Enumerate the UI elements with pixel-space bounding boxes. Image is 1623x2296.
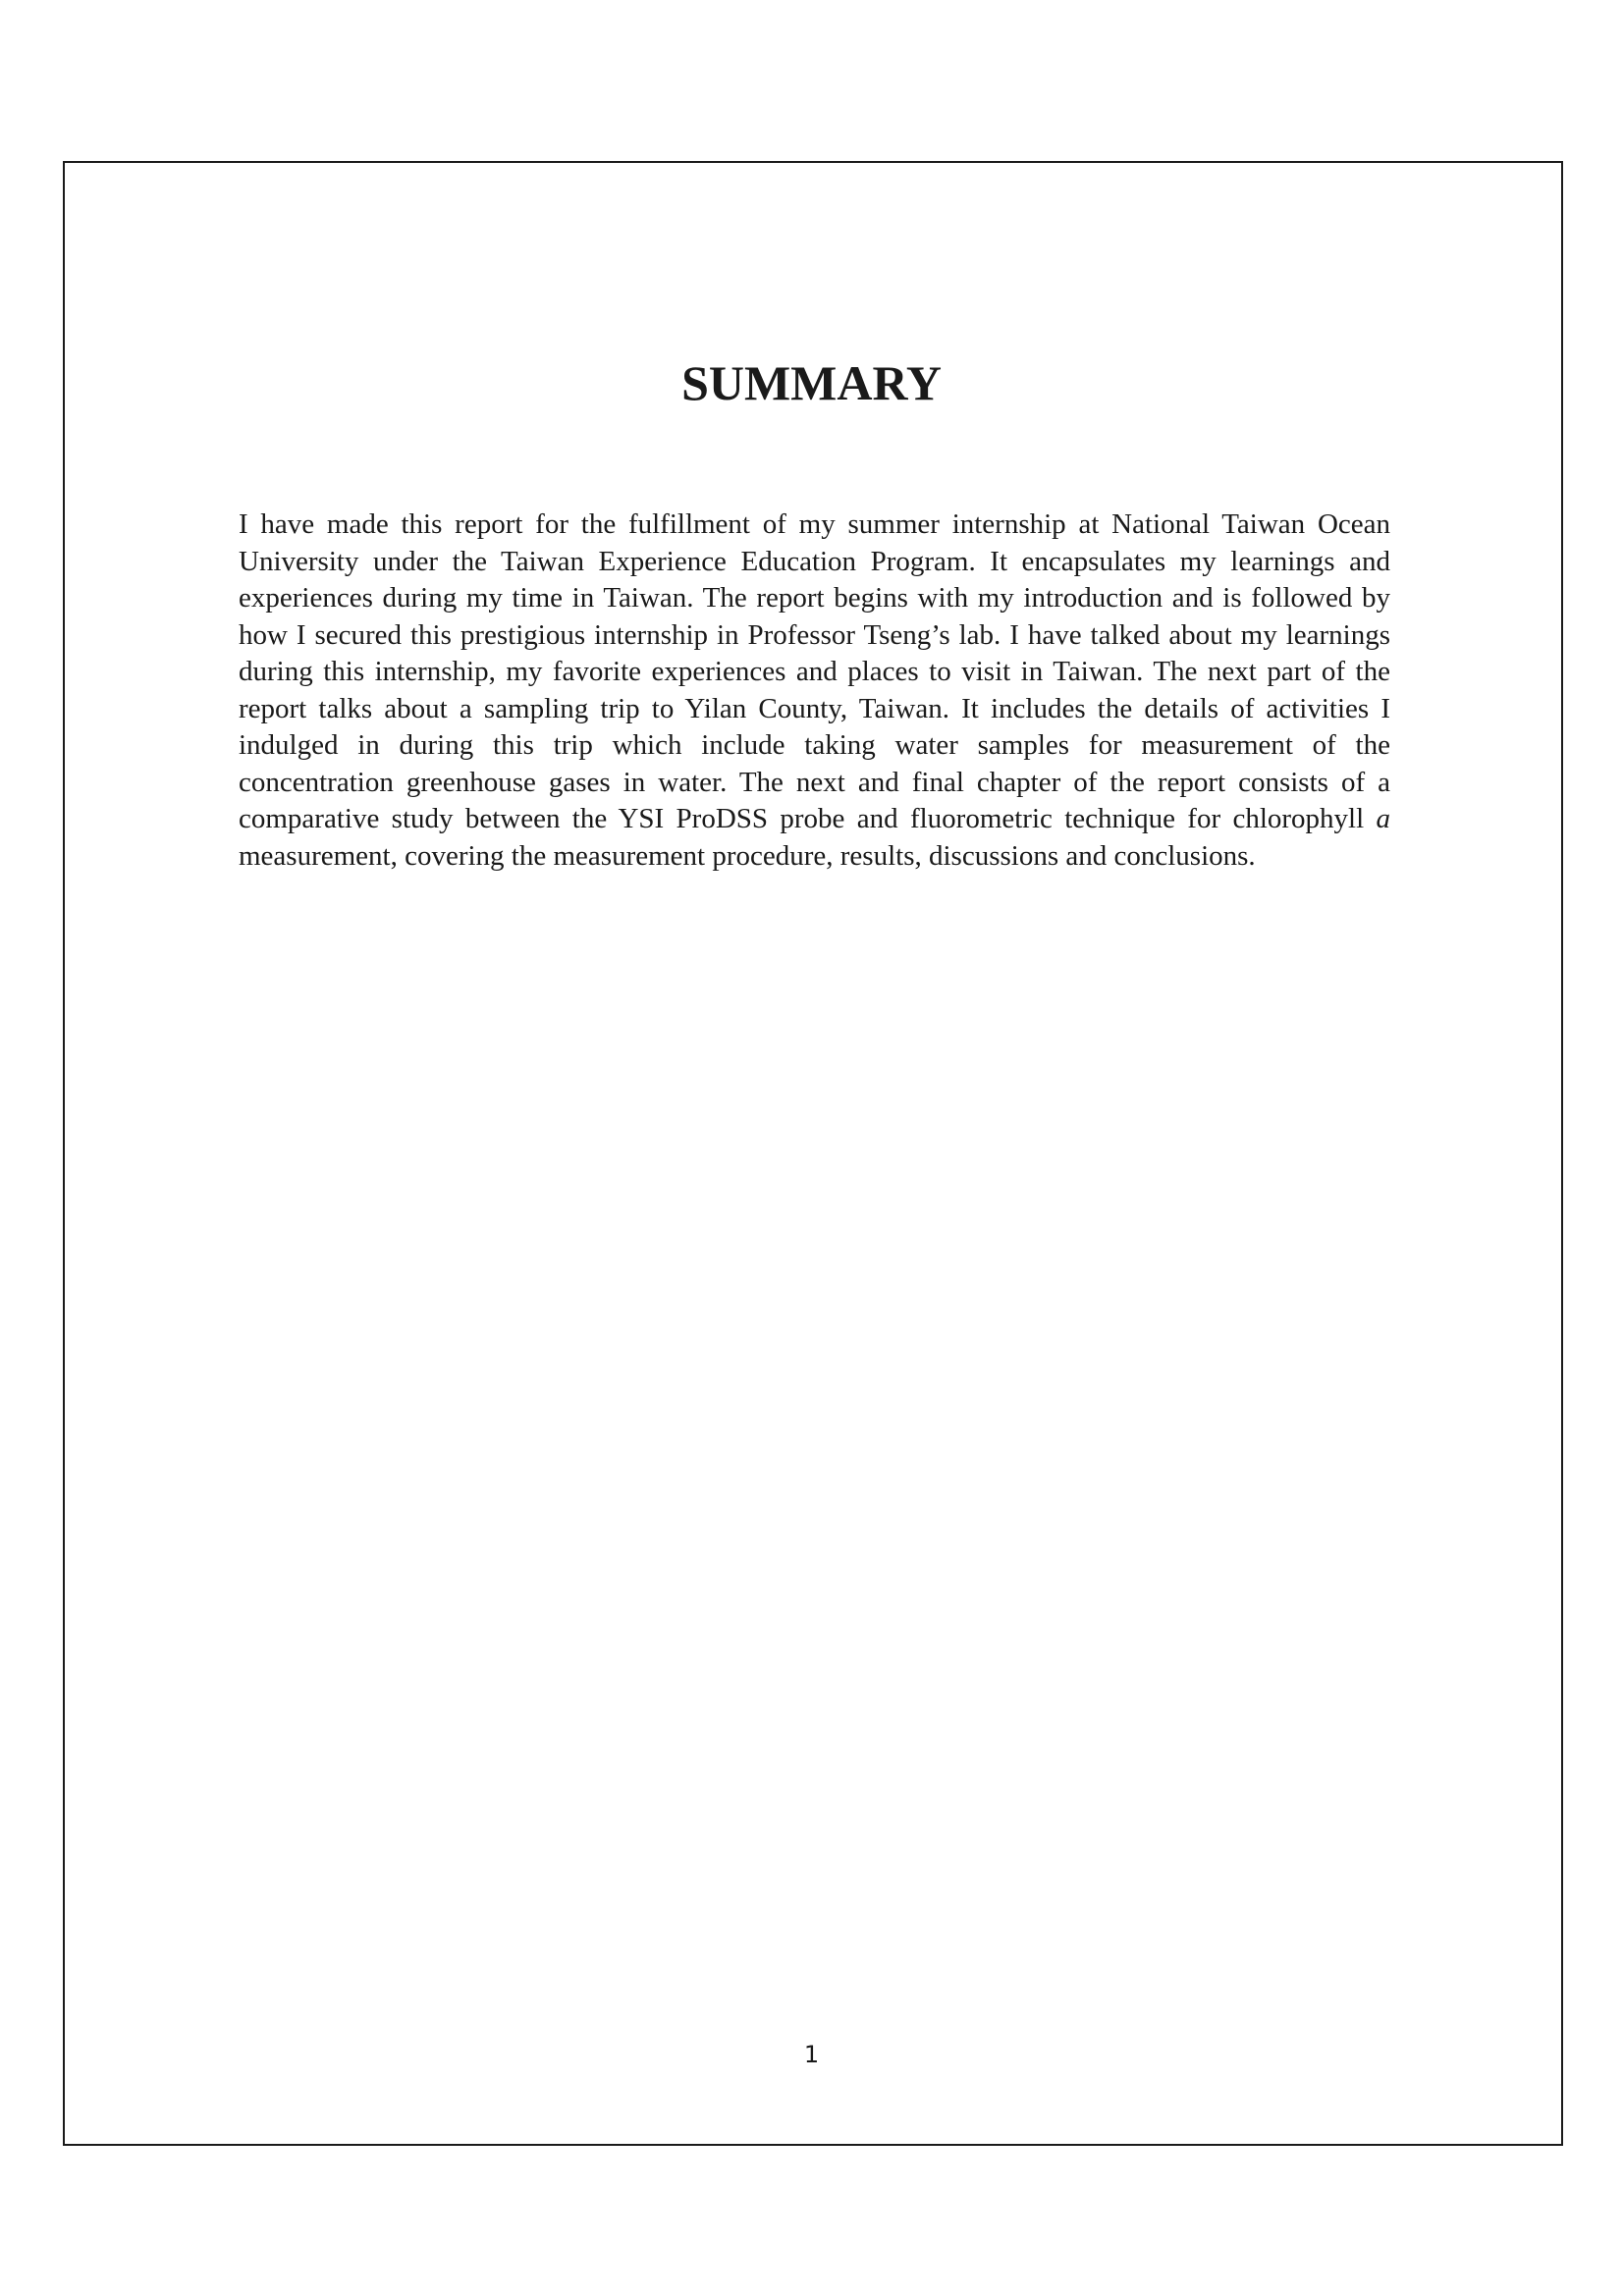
summary-text-part-1: I have made this report for the fulfillment of my summer internship at National Taiwan Ocean University under the Taiwan Experience Education Program. It encapsulates my learnings and experiences during my time in Taiwan. The report begins with my introduction and is followed by how I secured this prestigious internship in Professor Tseng’s lab. I have talked about my learnings during this internship, my favorite experiences and places to visit in Taiwan. The next part of the report talks about a sampling trip to Yilan County, Taiwan. It includes the details of activities I indulged in during this trip which include taking water samples for measurement of the concentration greenhouse gases in water. The next and final chapter of the report consists of a comparative study between the YSI ProDSS probe and fluorometric technique for chlorophyll — [239, 508, 1390, 834]
page-title: SUMMARY — [681, 355, 942, 410]
page-border — [63, 161, 1563, 2146]
page-number: 1 — [803, 2041, 820, 2068]
summary-text-part-2: measurement, covering the measurement procedure, results, discussions and conclusions. — [239, 839, 1256, 872]
summary-paragraph — [239, 507, 1390, 875]
summary-italic-variable: a — [1376, 803, 1390, 834]
